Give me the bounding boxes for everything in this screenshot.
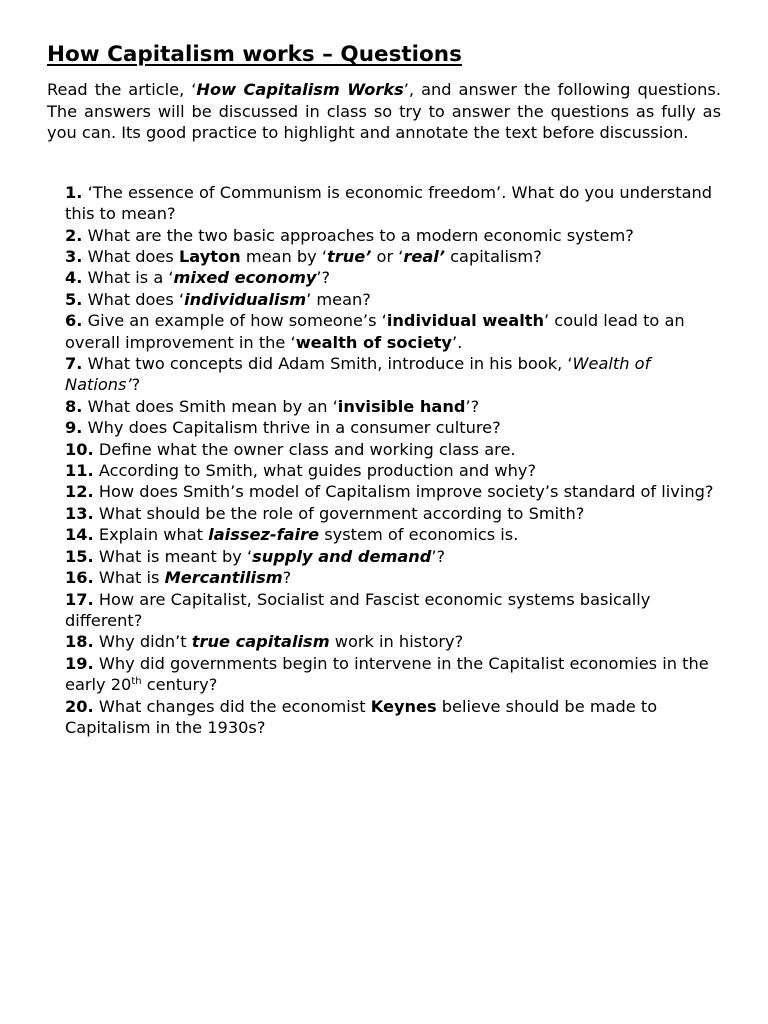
question-text bbox=[99, 632, 463, 651]
question-number: 20. bbox=[65, 696, 94, 716]
question-text bbox=[88, 290, 371, 309]
question-text bbox=[65, 311, 685, 351]
question-text-segment: or ‘ bbox=[371, 247, 404, 266]
question-item bbox=[65, 524, 721, 545]
question-text-segment: Why didn’t bbox=[98, 632, 192, 652]
question-text-segment: ’? bbox=[465, 396, 480, 416]
question-text bbox=[99, 504, 585, 523]
question-item bbox=[65, 481, 721, 502]
question-number: 16. bbox=[65, 568, 94, 588]
question-text-segment: Explain what bbox=[98, 525, 209, 545]
intro-article-title: How Capitalism Works bbox=[196, 80, 404, 99]
intro-paragraph bbox=[47, 79, 721, 144]
question-text-segment: What are the two basic approaches to a modern economic system? bbox=[87, 225, 634, 245]
question-text-segment: ? bbox=[282, 568, 292, 588]
question-number: 6. bbox=[65, 311, 83, 331]
question-text bbox=[99, 525, 519, 544]
question-text bbox=[88, 226, 634, 245]
question-number: 8. bbox=[65, 396, 83, 416]
question-text bbox=[99, 482, 714, 501]
question-text-segment: According to Smith, what guides production and why? bbox=[98, 461, 537, 481]
question-item bbox=[65, 182, 721, 225]
question-item bbox=[65, 267, 721, 288]
question-text-segment: What does Smith mean by an ‘ bbox=[87, 396, 338, 416]
question-text bbox=[65, 590, 650, 630]
question-item bbox=[65, 246, 721, 267]
question-text-segment: believe should be made to Capitalism in the 1930s? bbox=[65, 696, 658, 737]
question-text-segment: capitalism? bbox=[445, 247, 542, 266]
question-text bbox=[88, 418, 501, 437]
question-text-segment: century? bbox=[141, 675, 218, 695]
question-item bbox=[65, 353, 721, 396]
intro-text-before: Read the article, ‘ bbox=[47, 80, 197, 99]
question-number: 3. bbox=[65, 247, 83, 266]
question-text-segment: ’? bbox=[431, 546, 446, 566]
page-title: How Capitalism works – Questions bbox=[47, 42, 462, 67]
question-item bbox=[65, 439, 721, 460]
question-list bbox=[47, 182, 721, 739]
question-item bbox=[65, 696, 721, 739]
question-text bbox=[99, 461, 536, 480]
question-text-segment: ’ mean? bbox=[306, 289, 371, 309]
bold-italic-term: true capitalism bbox=[191, 632, 330, 652]
question-item bbox=[65, 225, 721, 246]
question-number: 15. bbox=[65, 546, 94, 566]
question-text bbox=[65, 354, 650, 394]
bold-italic-term: Mercantilism bbox=[164, 568, 283, 588]
question-item bbox=[65, 631, 721, 652]
bold-term: invisible hand bbox=[337, 396, 466, 416]
question-number: 2. bbox=[65, 225, 83, 245]
bold-term: individual wealth bbox=[386, 311, 545, 331]
intro-text-after: ’, and answer the following questions. The answers will be discussed in class so try to answer the questions as fully as you can. Its good practice to highlight and annotate the text before discussion. bbox=[47, 80, 721, 143]
question-text bbox=[65, 697, 657, 737]
bold-italic-term: mixed economy bbox=[173, 268, 317, 288]
question-item bbox=[65, 396, 721, 417]
question-text-segment: Give an example of how someone’s ‘ bbox=[87, 311, 387, 331]
question-text-segment: ’. bbox=[451, 332, 463, 352]
bold-italic-term: supply and demand bbox=[252, 546, 432, 566]
question-text-segment: What is meant by ‘ bbox=[98, 546, 253, 566]
question-number: 12. bbox=[65, 482, 94, 502]
question-text-segment: ’? bbox=[316, 268, 331, 288]
bold-term: Layton bbox=[178, 247, 241, 266]
question-item bbox=[65, 460, 721, 481]
question-number: 11. bbox=[65, 461, 94, 481]
question-number: 17. bbox=[65, 589, 94, 609]
question-text bbox=[65, 183, 712, 223]
question-text-segment: system of economics is. bbox=[319, 525, 519, 545]
question-number: 19. bbox=[65, 653, 94, 673]
question-number: 7. bbox=[65, 354, 83, 374]
question-text-segment: Why does Capitalism thrive in a consumer culture? bbox=[87, 418, 501, 438]
question-text bbox=[88, 397, 480, 416]
bold-term: Keynes bbox=[370, 696, 437, 716]
question-number: 18. bbox=[65, 632, 94, 652]
question-text-segment: ? bbox=[131, 375, 141, 395]
question-item bbox=[65, 589, 721, 632]
italic-term: Wealth of Nations’ bbox=[65, 354, 651, 395]
bold-italic-term: individualism bbox=[184, 289, 307, 309]
question-item bbox=[65, 310, 721, 353]
question-text-segment: What does ‘ bbox=[87, 289, 185, 309]
question-text bbox=[88, 247, 542, 266]
question-item bbox=[65, 503, 721, 524]
question-number: 4. bbox=[65, 268, 83, 288]
question-text-segment: work in history? bbox=[329, 632, 464, 652]
question-number: 13. bbox=[65, 503, 94, 523]
question-text-segment: What is a ‘ bbox=[87, 268, 174, 288]
question-text-segment: What two concepts did Adam Smith, introduce in his book, ‘ bbox=[87, 354, 573, 374]
question-number: 10. bbox=[65, 439, 94, 459]
superscript: th bbox=[131, 676, 142, 688]
question-number: 9. bbox=[65, 418, 83, 438]
question-text-segment: What changes did the economist bbox=[98, 696, 371, 716]
worksheet-page bbox=[47, 40, 721, 738]
question-item bbox=[65, 567, 721, 588]
question-text-segment: How does Smith’s model of Capitalism improve society’s standard of living? bbox=[98, 482, 714, 502]
bold-italic-term: true’ bbox=[327, 247, 372, 266]
question-item bbox=[65, 653, 721, 696]
question-text bbox=[99, 440, 516, 459]
bold-italic-term: laissez-faire bbox=[208, 525, 320, 545]
question-text-segment: What is bbox=[98, 568, 165, 588]
question-text-segment: ’ could lead to an overall improvement in the ‘ bbox=[65, 311, 685, 352]
question-text bbox=[88, 268, 331, 287]
bold-term: wealth of society bbox=[295, 332, 452, 352]
question-text-segment: Define what the owner class and working class are. bbox=[98, 439, 516, 459]
question-text bbox=[65, 654, 709, 694]
question-item bbox=[65, 417, 721, 438]
question-number: 5. bbox=[65, 289, 83, 309]
question-text-segment: What does bbox=[87, 247, 179, 266]
question-number: 1. bbox=[65, 182, 83, 202]
question-text bbox=[99, 547, 445, 566]
question-text bbox=[99, 568, 291, 587]
question-number: 14. bbox=[65, 525, 94, 545]
question-text-segment: How are Capitalist, Socialist and Fascist economic systems basically different? bbox=[65, 589, 651, 630]
bold-italic-term: real’ bbox=[403, 247, 445, 266]
question-text-segment: What should be the role of government according to Smith? bbox=[98, 503, 585, 523]
question-text-segment: mean by ‘ bbox=[240, 247, 328, 266]
question-text-segment: ‘The essence of Communism is economic freedom’. What do you understand this to mean? bbox=[65, 182, 713, 224]
question-item bbox=[65, 546, 721, 567]
question-text-segment: Why did governments begin to intervene in the Capitalist economies in the early 20 bbox=[65, 653, 709, 695]
question-item bbox=[65, 289, 721, 310]
